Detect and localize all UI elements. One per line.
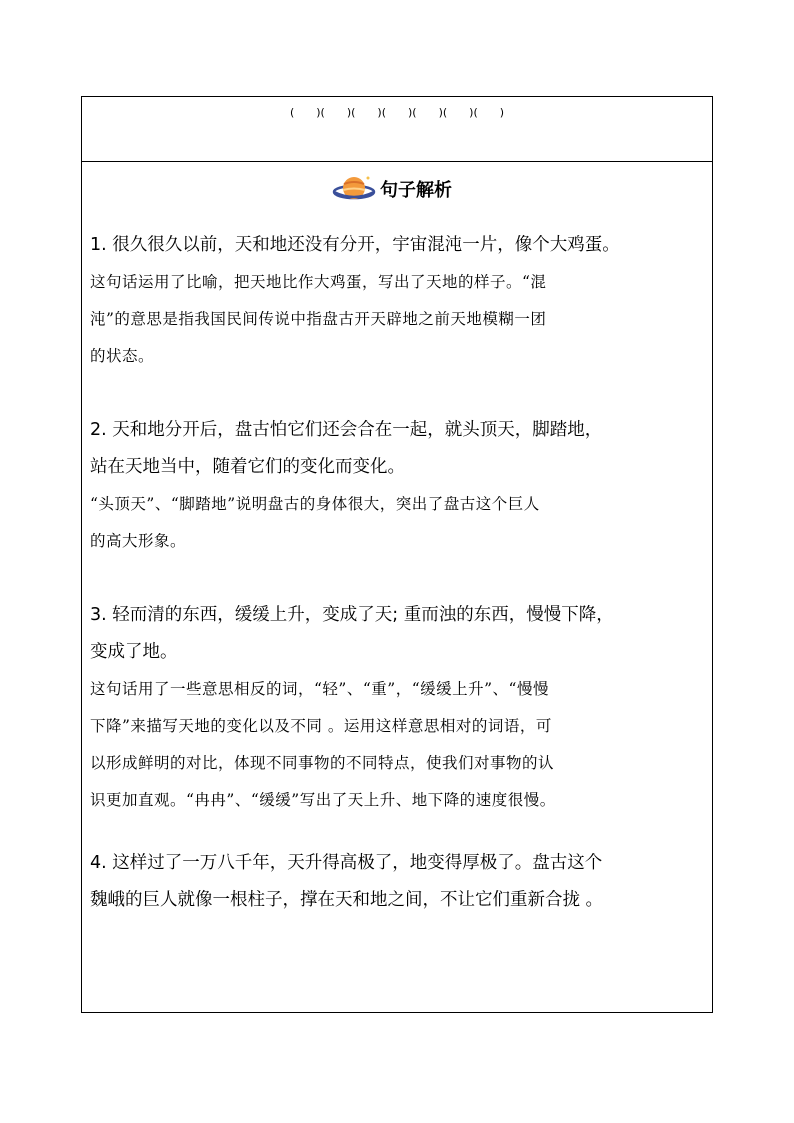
analysis-1-line-1: 这句话运用了比喻，把天地比作大鸡蛋，写出了天地的样子。“混 bbox=[90, 273, 547, 291]
analysis-3-line-3: 以形成鲜明的对比，体现不同事物的不同特点，使我们对事物的认 bbox=[90, 754, 555, 772]
analysis-3-line-1: 这句话用了一些意思相反的词，“轻”、“重”，“缓缓上升”、“慢慢 bbox=[90, 680, 549, 698]
planet-icon bbox=[332, 172, 376, 206]
section-title: 句子解析 bbox=[380, 180, 452, 201]
sentence-2-line-2: 站在天地当中，随着它们的变化而变化。 bbox=[90, 457, 405, 477]
analysis-2-line-1: “头顶天”、“脚踏地”说明盘古的身体很大，突出了盘古这个巨人 bbox=[90, 495, 540, 513]
analysis-1-line-3: 的状态。 bbox=[90, 347, 155, 365]
sentence-1-line-1: 1. 很久很久以前，天和地还没有分开，宇宙混沌一片，像个大鸡蛋。 bbox=[90, 235, 620, 255]
content-table bbox=[81, 96, 713, 1013]
sentence-3-line-1: 3. 轻而清的东西，缓缓上升，变成了天; 重而浊的东西，慢慢下降， bbox=[90, 605, 614, 625]
sentence-2-line-1: 2. 天和地分开后，盘古怕它们还会合在一起，就头顶天，脚踏地， bbox=[90, 420, 603, 440]
sentence-4-line-1: 4. 这样过了一万八千年，天升得高极了，地变得厚极了。盘古这个 bbox=[90, 853, 603, 873]
answer-row bbox=[82, 97, 712, 162]
analysis-1-line-2: 沌”的意思是指我国民间传说中指盘古开天辟地之前天地模糊一团 bbox=[90, 310, 547, 328]
sentence-3-line-2: 变成了地。 bbox=[90, 642, 178, 662]
analysis-3-line-4: 识更加直观。“冉冉”、“缓缓”写出了天上升、地下降的速度很慢。 bbox=[90, 791, 556, 809]
sentence-4-line-2: 魏峨的巨人就像一根柱子，撑在天和地之间，不让它们重新合拢 。 bbox=[90, 890, 604, 910]
section-heading bbox=[332, 169, 452, 209]
analysis-3-line-2: 下降”来描写天地的变化以及不同 。运用这样意思相对的词语，可 bbox=[90, 717, 552, 735]
analysis-2-line-2: 的高大形象。 bbox=[90, 532, 187, 550]
analysis-content bbox=[90, 227, 706, 919]
answer-blanks: ( )( )( )( )( )( )( ) bbox=[289, 106, 505, 119]
